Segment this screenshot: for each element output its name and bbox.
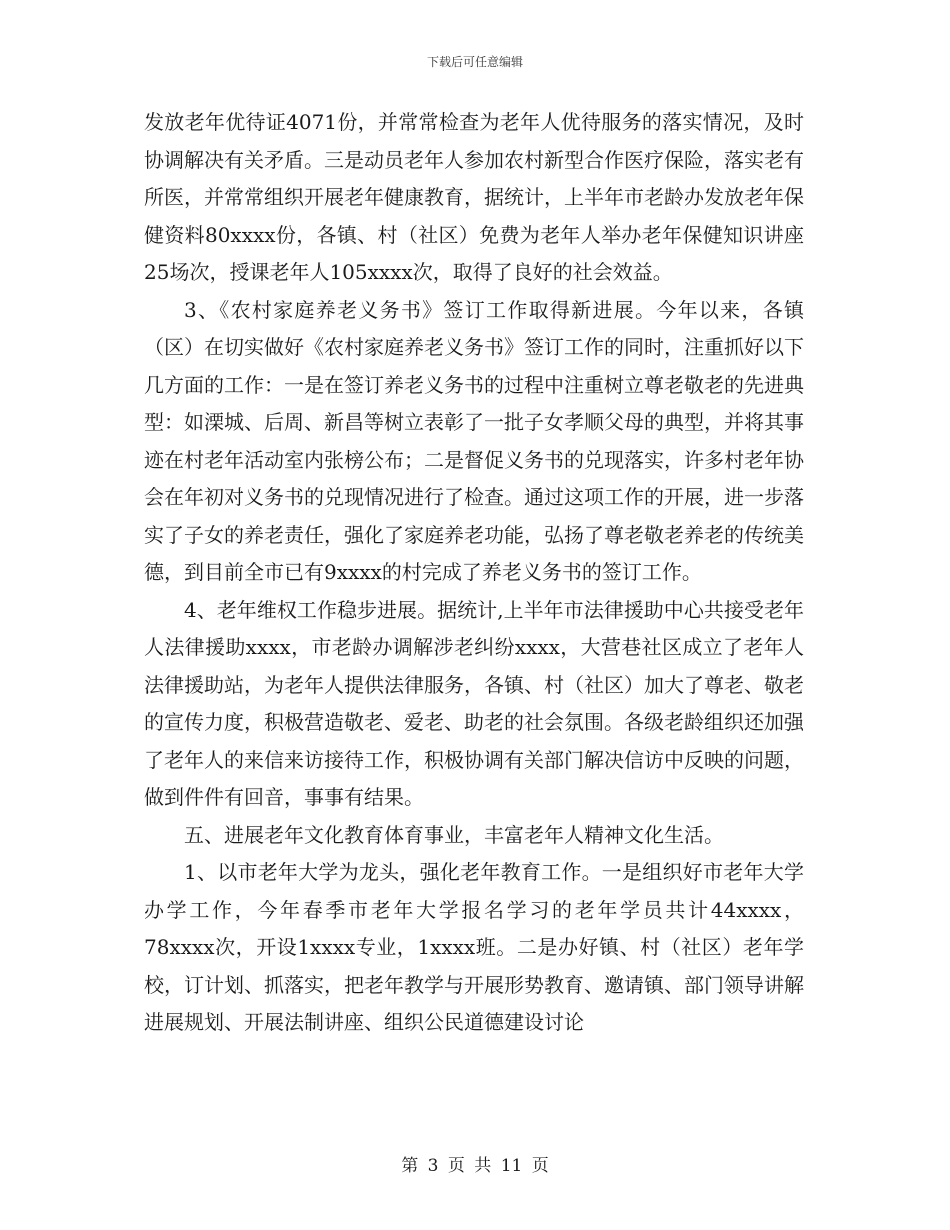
body-text — [144, 104, 804, 1042]
page-footer: 第 3 页 共 11 页 — [401, 1156, 549, 1176]
page-header: 下载后可任意编辑 — [426, 55, 523, 69]
paragraph-4: 五、进展老年文化教育体育事业，丰富老年人精神文化生活。 — [184, 822, 724, 847]
paragraph-3: 4、老年维权工作稳步进展。据统计,上半年市法律援助中心共接受老年人法律援助xxxx，市老龄办调解涉老纠纷xxxx，大营巷社区成立了老年人法律援助站，为老年人提供法律服务，各镇、村（社区）加大了尊老、敬老的宣传力度，积极营造敬老、爱老、助老的社会氛围。各级老龄组织还加强了老年人的来信来访接待工作，积极协调有关部门解决信访中反映的问题，做到件件有回音，事事有结果。 — [144, 597, 804, 809]
paragraph-2: 3、《农村家庭养老义务书》签订工作取得新进展。今年以来，各镇（区）在切实做好《农村家庭养老义务书》签订工作的同时，注重抓好以下几方面的工作：一是在签订养老义务书的过程中注重树立尊老敬老的先进典型：如溧城、后周、新昌等树立表彰了一批子女孝顺父母的典型，并将其事迹在村老年活动室内张榜公布；二是督促义务书的兑现落实，许多村老年协会在年初对义务书的兑现情况进行了检查。通过这项工作的开展，进一步落实了子女的养老责任，强化了家庭养老功能，弘扬了尊老敬老养老的传统美德，到目前全市已有9xxxx的村完成了养老义务书的签订工作。 — [144, 297, 804, 584]
paragraph-5: 1、以市老年大学为龙头，强化老年教育工作。一是组织好市老年大学办学工作，今年春季市老年大学报名学习的老年学员共计44xxxx，78xxxx次，开设1xxxx专业，1xxxx班。二是办好镇、村（社区）老年学校，订计划、抓落实，把老年教学与开展形势教育、邀请镇、部门领导讲解进展规划、开展法制讲座、组织公民道德建设讨论 — [144, 860, 804, 1034]
paragraph-1: 发放老年优待证4071份，并常常检查为老年人优待服务的落实情况，及时协调解决有关矛盾。三是动员老年人参加农村新型合作医疗保险，落实老有所医，并常常组织开展老年健康教育，据统计，上半年市老龄办发放老年保健资料80xxxx份，各镇、村（社区）免费为老年人举办老年保健知识讲座25场次，授课老年人105xxxx次，取得了良好的社会效益。 — [144, 110, 804, 284]
